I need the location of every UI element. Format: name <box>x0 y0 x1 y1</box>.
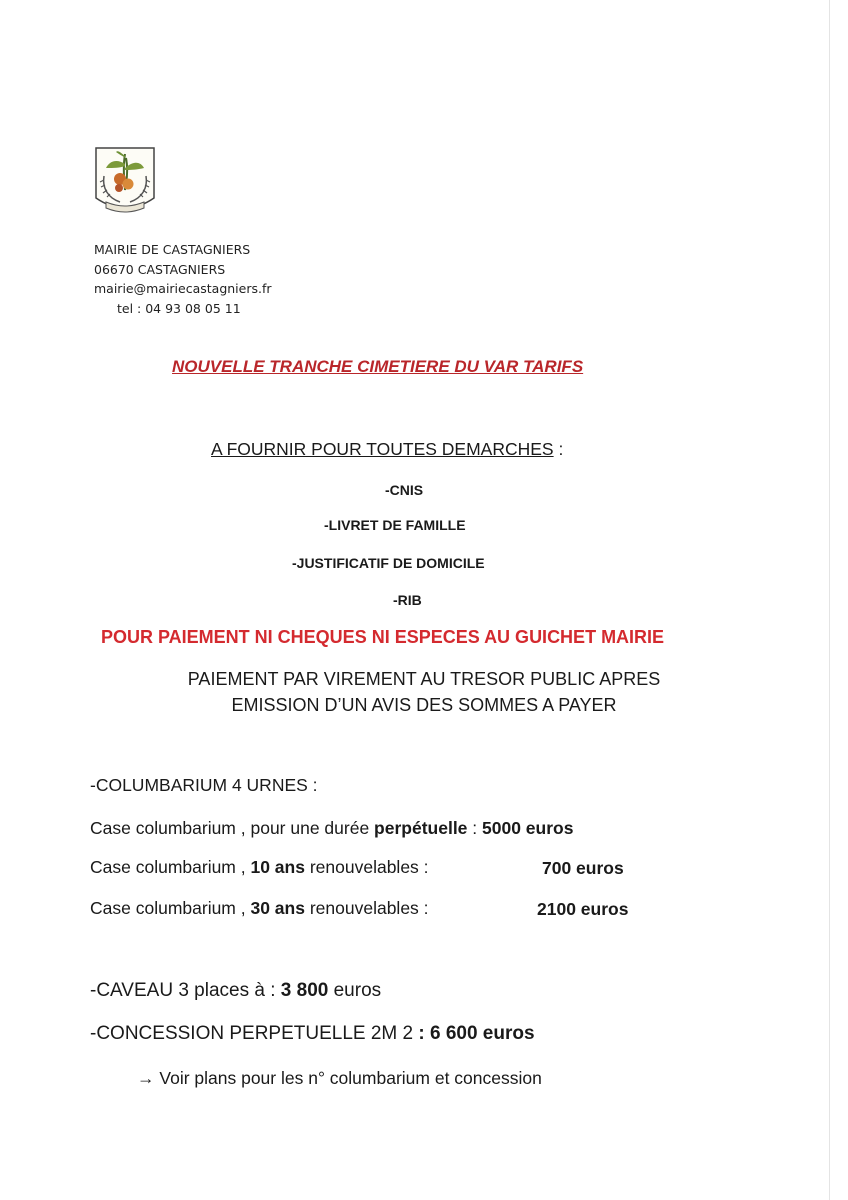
row-duration: 10 ans <box>250 857 305 877</box>
row-text: Case columbarium , <box>90 857 251 877</box>
caveau-price: 3 800 <box>280 980 329 1001</box>
documents-heading <box>211 439 563 460</box>
price-30-ans: 2100 euros <box>537 899 629 919</box>
caveau-text: -CAVEAU 3 places à : <box>90 980 281 1001</box>
document-item-livret: -LIVRET DE FAMILLE <box>324 517 466 533</box>
row-price: 5000 euros <box>482 818 574 838</box>
org-name: MAIRIE DE CASTAGNIERS <box>94 242 251 257</box>
row-duration: perpétuelle <box>374 818 468 838</box>
page-edge-line <box>829 0 830 1200</box>
email-address: mairie@mairiecastagniers.fr <box>94 281 272 296</box>
columbarium-row-30-ans <box>90 898 429 919</box>
document-item-rib: -RIB <box>393 592 422 608</box>
payment-method-line-1: PAIEMENT PAR VIREMENT AU TRESOR PUBLIC APRES <box>187 669 661 689</box>
caveau-unit: euros <box>328 980 382 1001</box>
mairie-header <box>94 240 272 318</box>
caveau-line <box>90 980 381 1002</box>
documents-heading-label: A FOURNIR POUR TOUTES DEMARCHES <box>211 439 554 459</box>
phone-number: tel : 04 93 08 05 11 <box>117 300 241 316</box>
concession-text: -CONCESSION PERPETUELLE 2M 2 <box>90 1023 419 1044</box>
document-item-justificatif: -JUSTIFICATIF DE DOMICILE <box>292 555 485 571</box>
price-10-ans: 700 euros <box>542 858 624 878</box>
columbarium-row-10-ans <box>90 857 429 878</box>
arrow-right-icon: → <box>137 1068 155 1088</box>
row-separator: renouvelables : <box>304 857 429 877</box>
row-separator: renouvelables : <box>304 898 429 918</box>
plans-note <box>137 1068 542 1089</box>
concession-price: : 6 600 euros <box>418 1023 535 1044</box>
row-duration: 30 ans <box>250 898 305 918</box>
payment-method-line-2: EMISSION D’UN AVIS DES SOMMES A PAYER <box>231 695 617 715</box>
columbarium-heading: -COLUMBARIUM 4 URNES : <box>90 775 318 795</box>
payment-warning: POUR PAIEMENT NI CHEQUES NI ESPECES AU GUICHET MAIRIE <box>101 627 665 647</box>
coat-of-arms-logo <box>94 146 156 218</box>
concession-line <box>90 1023 535 1045</box>
columbarium-row-perpetuelle <box>90 818 573 839</box>
row-separator: : <box>467 818 483 838</box>
postal-address: 06670 CASTAGNIERS <box>94 261 226 277</box>
plans-note-text: Voir plans pour les n° columbarium et concession <box>159 1068 542 1088</box>
row-text: Case columbarium , <box>90 898 251 918</box>
document-item-cnis: -CNIS <box>385 482 424 498</box>
row-text: Case columbarium , pour une durée <box>90 818 375 838</box>
documents-heading-colon: : <box>553 439 564 459</box>
page-title: NOUVELLE TRANCHE CIMETIERE DU VAR TARIFS <box>172 357 584 376</box>
